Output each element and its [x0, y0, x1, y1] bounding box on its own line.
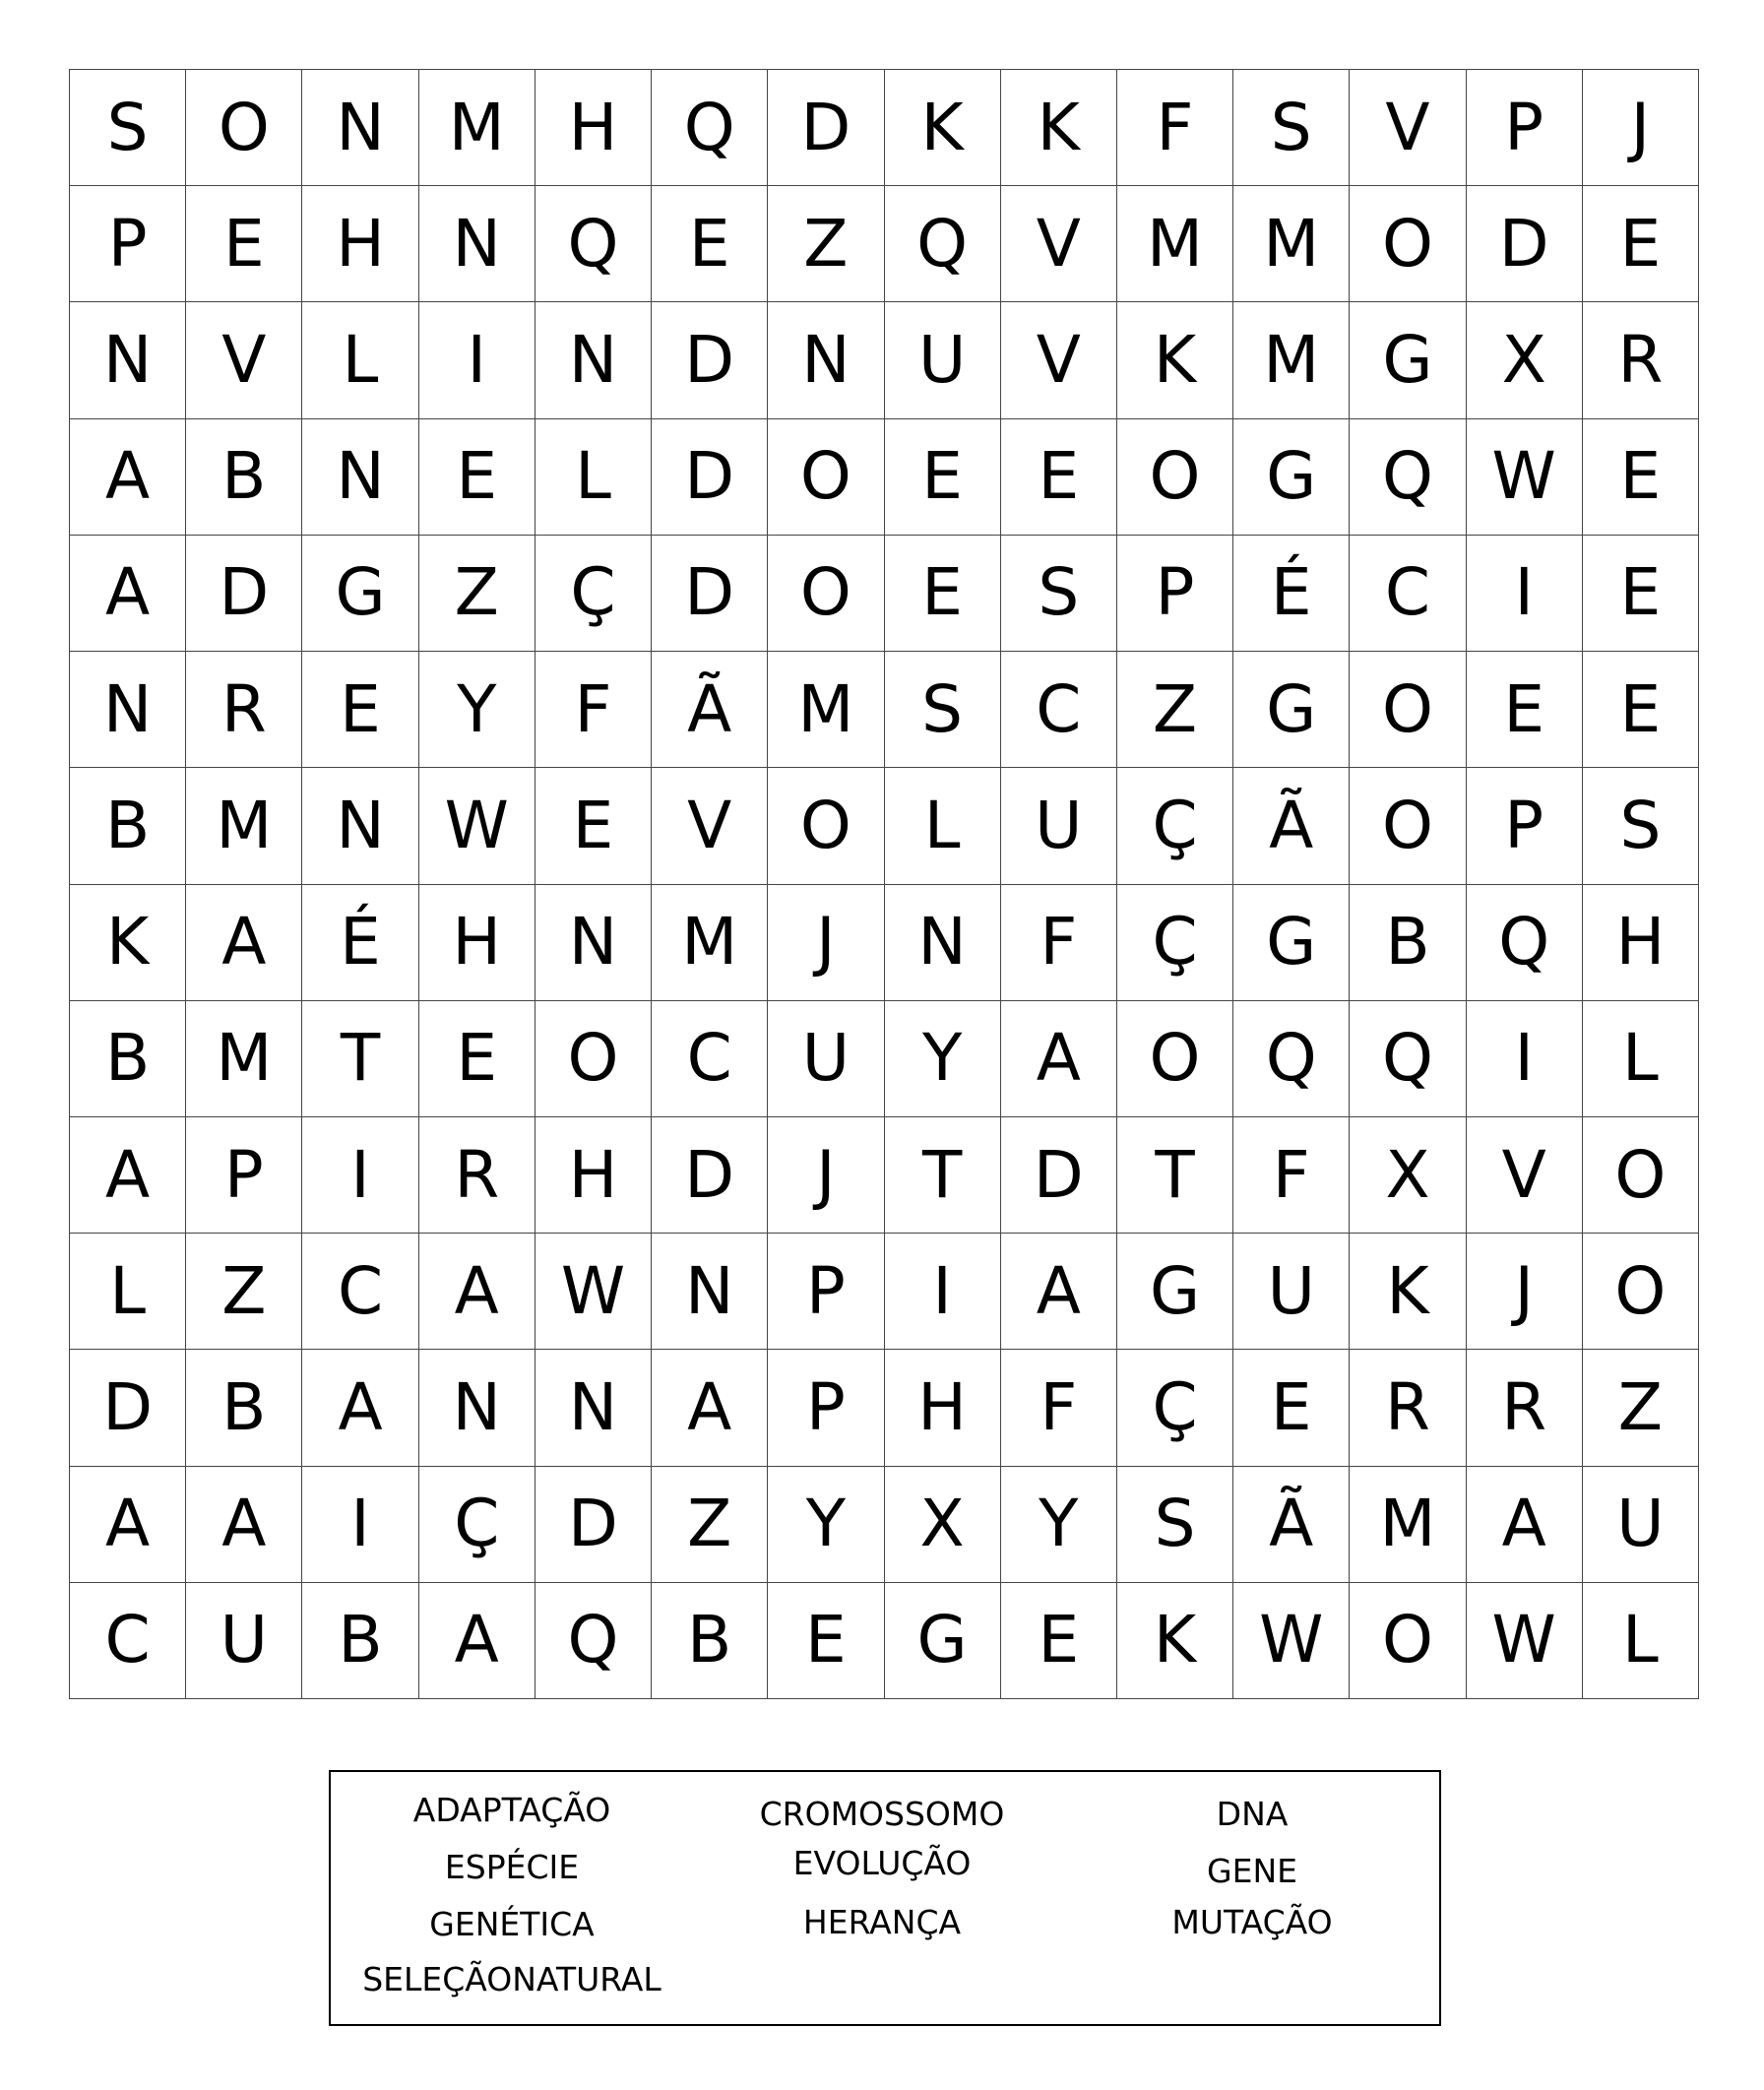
grid-cell[interactable]: Y [1001, 1467, 1117, 1583]
grid-cell[interactable]: F [536, 652, 652, 768]
grid-cell[interactable]: Q [1350, 1001, 1466, 1117]
grid-cell[interactable]: W [1467, 1583, 1583, 1699]
grid-cell[interactable]: O [1350, 768, 1466, 884]
grid-cell[interactable]: I [302, 1467, 418, 1583]
grid-cell[interactable]: E [536, 768, 652, 884]
grid-cell[interactable]: J [1583, 70, 1699, 186]
word-list-box [329, 1770, 1441, 2026]
grid-cell[interactable]: M [186, 1001, 302, 1117]
grid-cell[interactable]: E [419, 1001, 536, 1117]
grid-cell[interactable]: Y [419, 652, 536, 768]
grid-cell[interactable]: Z [419, 536, 536, 652]
grid-cell[interactable]: Ã [652, 652, 768, 768]
grid-cell[interactable]: W [536, 1234, 652, 1350]
grid-cell[interactable]: T [302, 1001, 418, 1117]
grid-cell[interactable]: E [1001, 419, 1117, 536]
grid-cell[interactable]: Y [768, 1467, 884, 1583]
grid-cell[interactable]: N [419, 186, 536, 302]
grid-cell[interactable]: M [1233, 186, 1350, 302]
grid-cell[interactable]: K [70, 885, 186, 1001]
grid-cell[interactable]: Ç [1117, 1350, 1233, 1466]
grid-cell[interactable]: P [1117, 536, 1233, 652]
grid-cell[interactable]: B [186, 419, 302, 536]
grid-cell[interactable]: Q [1350, 419, 1466, 536]
grid-cell[interactable]: O [1117, 419, 1233, 536]
grid-cell[interactable]: B [70, 768, 186, 884]
grid-cell[interactable]: W [1233, 1583, 1350, 1699]
grid-cell[interactable]: E [1583, 419, 1699, 536]
grid-cell[interactable]: S [70, 70, 186, 186]
grid-cell[interactable]: D [536, 1467, 652, 1583]
grid-cell[interactable]: Q [652, 70, 768, 186]
grid-cell[interactable]: G [1233, 652, 1350, 768]
grid-cell[interactable]: B [70, 1001, 186, 1117]
word-item: EVOLUÇÃO [792, 1844, 972, 1882]
grid-cell[interactable]: S [1117, 1467, 1233, 1583]
grid-cell[interactable]: K [1117, 1583, 1233, 1699]
grid-cell[interactable]: R [1583, 302, 1699, 418]
grid-cell[interactable]: Z [1117, 652, 1233, 768]
grid-cell[interactable]: L [302, 302, 418, 418]
grid-cell[interactable]: D [1001, 1117, 1117, 1234]
grid-cell[interactable]: I [1467, 1001, 1583, 1117]
grid-cell[interactable]: G [302, 536, 418, 652]
grid-cell[interactable]: N [536, 302, 652, 418]
grid-cell[interactable]: J [768, 1117, 884, 1234]
grid-cell[interactable]: C [70, 1583, 186, 1699]
grid-cell[interactable]: Ç [1117, 768, 1233, 884]
grid-cell[interactable]: R [186, 652, 302, 768]
grid-cell[interactable]: L [1583, 1583, 1699, 1699]
word-item: GENE [1207, 1852, 1297, 1890]
grid-cell[interactable]: W [1467, 419, 1583, 536]
grid-cell[interactable]: É [302, 885, 418, 1001]
grid-cell[interactable]: E [302, 652, 418, 768]
grid-cell[interactable]: R [419, 1117, 536, 1234]
grid-cell[interactable]: P [186, 1117, 302, 1234]
grid-cell[interactable]: A [70, 1117, 186, 1234]
grid-cell[interactable]: G [1233, 419, 1350, 536]
grid-cell[interactable]: I [1467, 536, 1583, 652]
grid-cell[interactable]: Z [186, 1234, 302, 1350]
word-item: GENÉTICA [429, 1905, 595, 1943]
grid-cell[interactable]: J [1467, 1234, 1583, 1350]
grid-cell[interactable]: E [1233, 1350, 1350, 1466]
grid-cell[interactable]: O [1583, 1117, 1699, 1234]
grid-cell[interactable]: S [885, 652, 1001, 768]
grid-cell[interactable]: K [1117, 302, 1233, 418]
grid-cell[interactable]: O [768, 768, 884, 884]
grid-cell[interactable]: F [1001, 1350, 1117, 1466]
grid-cell[interactable]: P [768, 1350, 884, 1466]
grid-cell[interactable]: O [1583, 1234, 1699, 1350]
grid-cell[interactable]: H [302, 186, 418, 302]
grid-cell[interactable]: M [419, 70, 536, 186]
grid-cell[interactable]: U [768, 1001, 884, 1117]
grid-cell[interactable]: N [302, 419, 418, 536]
grid-cell[interactable]: O [768, 419, 884, 536]
grid-cell[interactable]: H [536, 1117, 652, 1234]
grid-cell[interactable]: A [1467, 1467, 1583, 1583]
word-item: MUTAÇÃO [1171, 1903, 1333, 1941]
grid-cell[interactable]: E [1583, 536, 1699, 652]
grid-cell[interactable]: E [652, 186, 768, 302]
grid-cell[interactable]: B [302, 1583, 418, 1699]
grid-cell[interactable]: M [186, 768, 302, 884]
grid-cell[interactable]: A [186, 885, 302, 1001]
grid-cell[interactable]: E [1001, 1583, 1117, 1699]
grid-cell[interactable]: M [1233, 302, 1350, 418]
grid-cell[interactable]: Q [1233, 1001, 1350, 1117]
word-item: SELEÇÃONATURAL [362, 1960, 662, 1998]
grid-cell[interactable]: M [1117, 186, 1233, 302]
grid-cell[interactable]: A [70, 419, 186, 536]
grid-cell[interactable]: L [536, 419, 652, 536]
grid-cell[interactable]: M [652, 885, 768, 1001]
grid-cell[interactable]: H [1583, 885, 1699, 1001]
grid-cell[interactable]: V [186, 302, 302, 418]
letter-grid [69, 69, 1699, 1699]
grid-cell[interactable]: H [536, 70, 652, 186]
grid-cell[interactable]: C [1001, 652, 1117, 768]
grid-cell[interactable]: O [1117, 1001, 1233, 1117]
grid-cell[interactable]: D [652, 302, 768, 418]
grid-cell[interactable]: I [302, 1117, 418, 1234]
grid-cell[interactable]: G [1233, 885, 1350, 1001]
grid-cell[interactable]: T [1117, 1117, 1233, 1234]
grid-cell[interactable]: T [885, 1117, 1001, 1234]
grid-cell[interactable]: N [302, 768, 418, 884]
grid-cell[interactable]: L [70, 1234, 186, 1350]
grid-cell[interactable]: U [1001, 768, 1117, 884]
grid-cell[interactable]: Z [768, 186, 884, 302]
grid-cell[interactable]: S [1583, 768, 1699, 884]
grid-cell[interactable]: P [768, 1234, 884, 1350]
grid-cell[interactable]: O [768, 536, 884, 652]
grid-cell[interactable]: A [419, 1583, 536, 1699]
grid-cell[interactable]: F [1233, 1117, 1350, 1234]
grid-cell[interactable]: Ç [536, 536, 652, 652]
grid-cell[interactable]: E [419, 419, 536, 536]
grid-cell[interactable]: A [70, 1467, 186, 1583]
grid-cell[interactable]: G [1117, 1234, 1233, 1350]
grid-cell[interactable]: K [1350, 1234, 1466, 1350]
word-item: CROMOSSOMO [759, 1795, 1005, 1833]
grid-cell[interactable]: S [1233, 70, 1350, 186]
grid-cell[interactable]: Ã [1233, 768, 1350, 884]
grid-cell[interactable]: X [1350, 1117, 1466, 1234]
grid-cell[interactable]: Ç [419, 1467, 536, 1583]
grid-cell[interactable]: H [885, 1350, 1001, 1466]
grid-cell[interactable]: E [186, 186, 302, 302]
grid-cell[interactable]: P [1467, 768, 1583, 884]
grid-cell[interactable]: G [1350, 302, 1466, 418]
grid-cell[interactable]: D [652, 419, 768, 536]
grid-cell[interactable]: O [1350, 186, 1466, 302]
grid-cell[interactable]: A [186, 1467, 302, 1583]
grid-cell[interactable]: N [70, 302, 186, 418]
grid-cell[interactable]: N [652, 1234, 768, 1350]
grid-cell[interactable]: C [302, 1234, 418, 1350]
grid-cell[interactable]: M [1350, 1467, 1466, 1583]
grid-cell[interactable]: Z [652, 1467, 768, 1583]
grid-cell[interactable]: J [768, 885, 884, 1001]
grid-cell[interactable]: H [419, 885, 536, 1001]
grid-cell[interactable]: G [885, 1583, 1001, 1699]
grid-cell[interactable]: A [652, 1350, 768, 1466]
grid-cell[interactable]: R [1467, 1350, 1583, 1466]
grid-cell[interactable]: E [885, 419, 1001, 536]
grid-cell[interactable]: N [885, 885, 1001, 1001]
grid-cell[interactable]: B [1350, 885, 1466, 1001]
word-item: ADAPTAÇÃO [412, 1791, 611, 1829]
grid-cell[interactable]: V [1001, 186, 1117, 302]
grid-cell[interactable]: A [419, 1234, 536, 1350]
grid-cell[interactable]: I [885, 1234, 1001, 1350]
grid-cell[interactable]: L [885, 768, 1001, 884]
grid-cell[interactable]: Z [1583, 1350, 1699, 1466]
grid-cell[interactable]: A [70, 536, 186, 652]
grid-cell[interactable]: N [768, 302, 884, 418]
grid-cell[interactable]: X [885, 1467, 1001, 1583]
grid-cell[interactable]: K [885, 70, 1001, 186]
grid-cell[interactable]: Q [885, 186, 1001, 302]
grid-cell[interactable]: P [70, 186, 186, 302]
grid-cell[interactable]: I [419, 302, 536, 418]
word-item: ESPÉCIE [444, 1848, 580, 1886]
grid-cell[interactable]: E [1583, 652, 1699, 768]
grid-cell[interactable]: F [1117, 70, 1233, 186]
grid-cell[interactable]: D [186, 536, 302, 652]
grid-cell[interactable]: V [1350, 70, 1466, 186]
word-item: HERANÇA [802, 1903, 962, 1941]
grid-cell[interactable]: V [1467, 1117, 1583, 1234]
grid-cell[interactable]: U [885, 302, 1001, 418]
grid-cell[interactable]: B [652, 1583, 768, 1699]
grid-cell[interactable]: B [186, 1350, 302, 1466]
grid-cell[interactable]: U [186, 1583, 302, 1699]
grid-cell[interactable]: A [1001, 1001, 1117, 1117]
grid-cell[interactable]: D [70, 1350, 186, 1466]
grid-cell[interactable]: C [1350, 536, 1466, 652]
grid-cell[interactable]: O [1350, 1583, 1466, 1699]
grid-cell[interactable]: L [1583, 1001, 1699, 1117]
grid-cell[interactable]: D [652, 1117, 768, 1234]
grid-cell[interactable]: X [1467, 302, 1583, 418]
grid-cell[interactable]: W [419, 768, 536, 884]
grid-cell[interactable]: M [768, 652, 884, 768]
grid-cell[interactable]: Q [1467, 885, 1583, 1001]
grid-cell[interactable]: Y [885, 1001, 1001, 1117]
grid-cell[interactable]: N [70, 652, 186, 768]
grid-cell[interactable]: N [419, 1350, 536, 1466]
grid-cell[interactable]: O [1350, 652, 1466, 768]
grid-cell[interactable]: U [1233, 1234, 1350, 1350]
grid-cell[interactable]: C [652, 1001, 768, 1117]
grid-cell[interactable]: V [652, 768, 768, 884]
grid-cell[interactable]: E [1467, 652, 1583, 768]
grid-cell[interactable]: F [1001, 885, 1117, 1001]
grid-cell[interactable]: R [1350, 1350, 1466, 1466]
grid-cell[interactable]: V [1001, 302, 1117, 418]
grid-cell[interactable]: A [1001, 1234, 1117, 1350]
grid-cell[interactable]: E [1583, 186, 1699, 302]
grid-cell[interactable]: Ç [1117, 885, 1233, 1001]
grid-cell[interactable]: P [1467, 70, 1583, 186]
grid-cell[interactable]: N [536, 1350, 652, 1466]
grid-cell[interactable]: D [768, 70, 884, 186]
grid-cell[interactable]: N [536, 885, 652, 1001]
grid-cell[interactable]: Q [536, 1583, 652, 1699]
word-item: DNA [1216, 1795, 1289, 1833]
grid-cell[interactable]: E [885, 536, 1001, 652]
grid-cell[interactable]: É [1233, 536, 1350, 652]
grid-cell[interactable]: Q [536, 186, 652, 302]
grid-cell[interactable]: N [302, 70, 418, 186]
grid-cell[interactable]: U [1583, 1467, 1699, 1583]
grid-cell[interactable]: K [1001, 70, 1117, 186]
grid-cell[interactable]: S [1001, 536, 1117, 652]
grid-cell[interactable]: D [652, 536, 768, 652]
grid-cell[interactable]: D [1467, 186, 1583, 302]
grid-cell[interactable]: Ã [1233, 1467, 1350, 1583]
grid-cell[interactable]: A [302, 1350, 418, 1466]
grid-cell[interactable]: O [536, 1001, 652, 1117]
grid-cell[interactable]: O [186, 70, 302, 186]
grid-cell[interactable]: E [768, 1583, 884, 1699]
